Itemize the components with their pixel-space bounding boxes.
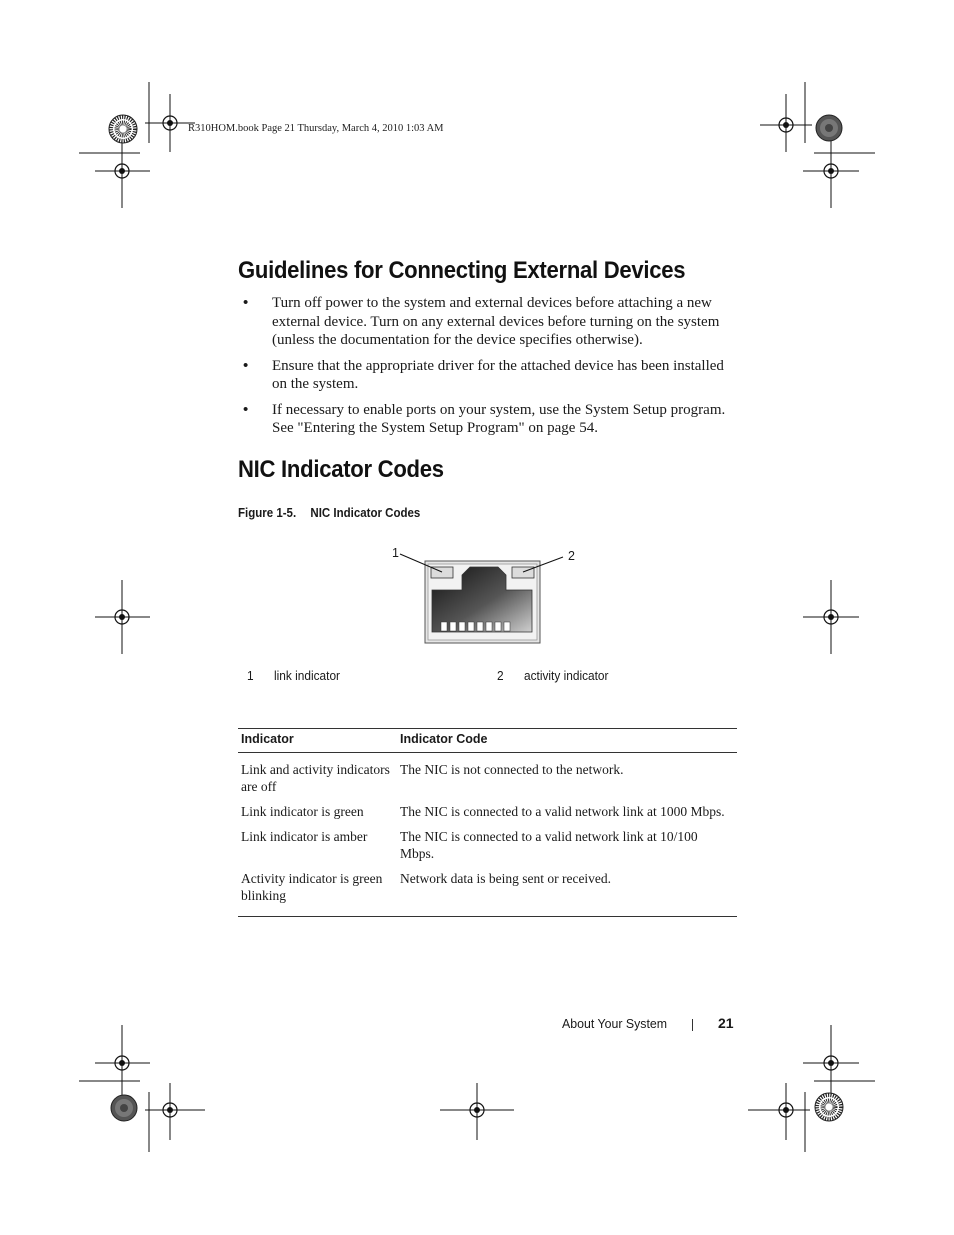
table-cell: Link and activity indicators are off — [241, 762, 390, 794]
column-header: Indicator — [238, 729, 397, 753]
table-cell: Link indicator is green — [241, 804, 364, 819]
section-title-nic: NIC Indicator Codes — [238, 456, 444, 483]
table-cell: Link indicator is amber — [241, 829, 368, 844]
table-row — [238, 795, 737, 820]
nic-indicator-table — [238, 728, 737, 917]
table-cell: Network data is being sent or received. — [397, 862, 737, 917]
table-cell: The NIC is not connected to the network. — [400, 762, 624, 777]
page-number: 21 — [718, 1015, 734, 1031]
callout-1: 1 — [392, 546, 399, 560]
table-row — [238, 753, 737, 796]
list-item: • Turn off power to the system and external devices before attaching a new external device. Turn on any external devices before turning on the system (unless the documentation for the device specifies otherwise). — [243, 294, 720, 348]
table-cell: The NIC is connected to a valid network link at 1000 Mbps. — [400, 804, 725, 819]
print-slug: R310HOM.book Page 21 Thursday, March 4, 2010 1:03 AM — [188, 123, 444, 134]
legend-label-2: activity indicator — [524, 669, 609, 683]
table-row — [238, 862, 737, 917]
table-row — [238, 820, 737, 862]
legend-num-2: 2 — [497, 669, 504, 683]
table-header-row — [238, 729, 737, 753]
nic-port-illustration — [380, 540, 580, 650]
guidelines-list — [238, 294, 738, 445]
table-cell: The NIC is connected to a valid network link at 10/100 Mbps. — [400, 829, 698, 861]
section-title-guidelines: Guidelines for Connecting External Devices — [238, 257, 686, 284]
list-item: • Ensure that the appropriate driver for the attached device has been installed on the system. — [243, 356, 724, 392]
figure-title: NIC Indicator Codes — [310, 506, 421, 520]
column-header: Indicator Code — [397, 729, 737, 753]
callout-2: 2 — [568, 549, 575, 563]
table-cell: Activity indicator is green blinking — [238, 862, 397, 917]
figure-number: Figure 1-5. — [238, 506, 297, 520]
legend-label-1: link indicator — [274, 669, 341, 683]
figure-caption — [238, 506, 420, 520]
footer-divider — [692, 1019, 693, 1031]
list-item: • If necessary to enable ports on your system, use the System Setup program. See "Entering the System Setup Program" on page 54. — [243, 400, 726, 436]
legend-num-1: 1 — [247, 669, 254, 683]
footer-section-name: About Your System — [562, 1016, 668, 1031]
